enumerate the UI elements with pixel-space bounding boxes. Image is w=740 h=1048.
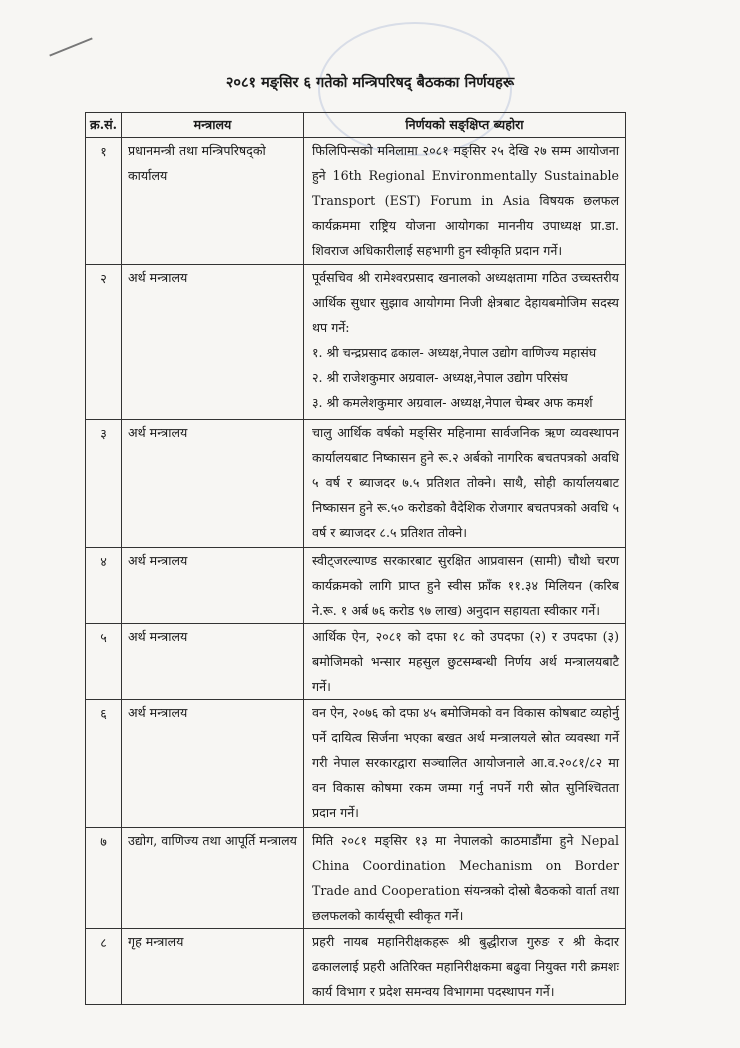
table-row: [86, 138, 626, 265]
row-ministry: अर्थ मन्त्रालय: [122, 624, 304, 700]
header-ministry: मन्त्रालय: [122, 113, 304, 138]
table-row: [86, 265, 626, 420]
table-header-row: [86, 113, 626, 138]
row-decision: [304, 265, 626, 420]
decision-list-item: २. श्री राजेशकुमार अग्रवाल- अध्यक्ष,नेपाल उद्योग परिसंघ: [312, 370, 568, 385]
decision-text: चालु आर्थिक वर्षको मङ्सिर महिनामा सार्वजनिक ऋण व्यवस्थापन कार्यालयबाट निष्कासन हुने रू.२ अर्बको नागरिक बचतपत्रको अवधि ५ वर्ष र ब्याजदर ७.५ प्रतिशत तोक्ने। साथै, सोही कार्यालयबाट निष्कासन हुने रू.५० करोडको वैदेशिक रोजगार बचतपत्रको अवधि ५ वर्ष र ब्याजदर ८.५ प्रतिशत तोक्ने।: [312, 425, 619, 540]
row-decision: [304, 700, 626, 828]
row-decision: [304, 138, 626, 265]
decision-text: आर्थिक ऐन, २०८१ को दफा १८ को उपदफा (२) र उपदफा (३) बमोजिमको भन्सार महसुल छुटसम्बन्धी निर्णय अर्थ मन्त्रालयबाटै गर्ने।: [312, 629, 619, 694]
row-decision: [304, 548, 626, 624]
row-decision: [304, 929, 626, 1005]
pen-mark: [49, 37, 92, 56]
row-serial: ६: [86, 700, 122, 828]
decision-text: मिति २०८१ मङ्सिर १३ मा नेपालको काठमाडौंमा हुने Nepal China Coordination Mechanism on Border Trade and Cooperation संयन्त्रको दोस्रो बैठकको वार्ता तथा छलफलको कार्यसूची स्वीकृत गर्ने।: [312, 833, 619, 923]
row-ministry: गृह मन्त्रालय: [122, 929, 304, 1005]
decision-text: फिलिपिन्सको मनिलामा २०८१ मङ्सिर २५ देखि २७ सम्म आयोजना हुने 16th Regional Environmentally Sustainable Transport (EST) Forum in Asia विषयक छलफल कार्यक्रममा राष्ट्रिय योजना आयोगका माननीय उपाध्यक्ष प्रा.डा. शिवराज अधिकारीलाई सहभागी हुन स्वीकृति प्रदान गर्ने।: [312, 143, 619, 258]
row-serial: ७: [86, 828, 122, 929]
decision-list-item: ३. श्री कमलेशकुमार अग्रवाल- अध्यक्ष,नेपाल चेम्बर अफ कमर्श: [312, 395, 593, 410]
decision-text: स्वीट्जरल्याण्ड सरकारबाट सुरक्षित आप्रवासन (सामी) चौथो चरण कार्यक्रमको लागि प्राप्त हुने स्वीस फ्राँक ११.३४ मिलियन (करिब ने.रू. १ अर्ब ७६ करोड ९७ लाख) अनुदान सहायता स्वीकार गर्ने।: [312, 553, 619, 618]
row-decision: [304, 828, 626, 929]
row-ministry: प्रधानमन्त्री तथा मन्त्रिपरिषद्‌को कार्यालय: [122, 138, 304, 265]
row-serial: २: [86, 265, 122, 420]
header-serial: क्र.सं.: [86, 113, 122, 138]
row-serial: ४: [86, 548, 122, 624]
row-serial: १: [86, 138, 122, 265]
row-decision: [304, 420, 626, 548]
table-row: [86, 929, 626, 1005]
row-serial: ५: [86, 624, 122, 700]
decision-text: वन ऐन, २०७६ को दफा ४५ बमोजिमको वन विकास कोषबाट व्यहोर्नु पर्ने दायित्व सिर्जना भएका बखत अर्थ मन्त्रालयले स्रोत व्यवस्था गर्ने गरी नेपाल सरकारद्वारा सञ्चालित आयोजनाले आ.व.२०८१/८२ मा वन विकास कोषमा रकम जम्मा गर्नु नपर्ने गरी स्रोत सुनिश्चितता प्रदान गर्ने।: [312, 705, 619, 820]
header-decision: निर्णयको सङ्क्षिप्त ब्यहोरा: [304, 113, 626, 138]
table-row: [86, 420, 626, 548]
decision-text: प्रहरी नायब महानिरीक्षकहरू श्री बुद्धीराज गुरुङ र श्री केदार ढकाललाई प्रहरी अतिरिक्त महानिरीक्षकमा बढुवा नियुक्त गरी क्रमशः कार्य विभाग र प्रदेश समन्वय विभागमा पदस्थापन गर्ने।: [312, 934, 619, 999]
row-serial: ३: [86, 420, 122, 548]
row-decision: [304, 624, 626, 700]
row-ministry: अर्थ मन्त्रालय: [122, 265, 304, 420]
table-row: [86, 828, 626, 929]
row-serial: ८: [86, 929, 122, 1005]
row-ministry: अर्थ मन्त्रालय: [122, 548, 304, 624]
table-body: [86, 138, 626, 1005]
row-ministry: अर्थ मन्त्रालय: [122, 700, 304, 828]
row-ministry: अर्थ मन्त्रालय: [122, 420, 304, 548]
decision-list-item: १. श्री चन्द्रप्रसाद ढकाल- अध्यक्ष,नेपाल उद्योग वाणिज्य महासंघ: [312, 345, 597, 360]
page-title: २०८१ मङ्सिर ६ गतेको मन्त्रिपरिषद् बैठकका निर्णयहरू: [225, 74, 515, 91]
table-row: [86, 624, 626, 700]
table-row: [86, 700, 626, 828]
table-row: [86, 548, 626, 624]
decisions-table: [85, 112, 626, 1005]
decision-text: पूर्वसचिव श्री रामेश्वरप्रसाद खनालको अध्यक्षतामा गठित उच्चस्तरीय आर्थिक सुधार सुझाव आयोगमा निजी क्षेत्रबाट देहायबमोजिम सदस्य थप गर्ने:: [312, 270, 619, 335]
row-ministry: उद्योग, वाणिज्य तथा आपूर्ति मन्त्रालय: [122, 828, 304, 929]
